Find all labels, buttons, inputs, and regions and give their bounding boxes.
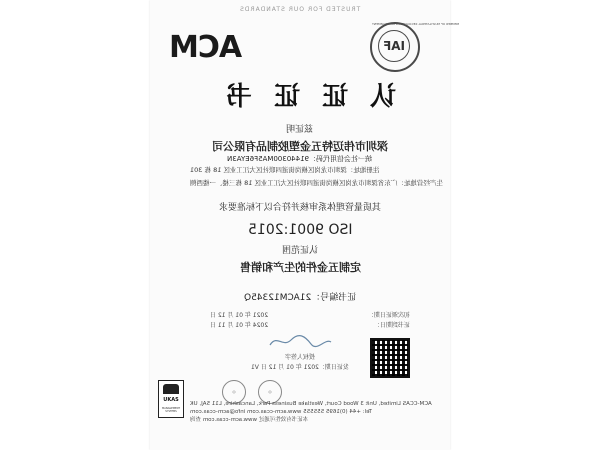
certificate-title: 认证证书 bbox=[203, 82, 396, 112]
qr-code-icon bbox=[370, 338, 410, 378]
production-address: 生产经营地址：广东省深圳市龙岗区横岗街道四联社区大江工业区 18 栋三楼、一楼西侧 bbox=[190, 179, 443, 187]
footer-contact: ACM-CCAS Limited, Unit 3 Wood Court, Westlake Business Park, Lancashire, L11 5AJ, UK Tel: +44 (0)1695 555555 www.acm-ccas.com info@acm-ccas.com 本证书有效性可通过 www.acm-ccas.com 查询 bbox=[190, 401, 432, 423]
issue-date: 发证日期：2021 年 01 月 12 日 V1 bbox=[251, 364, 349, 371]
mark-seal-icon: ◎ bbox=[222, 380, 246, 404]
signature-icon bbox=[265, 330, 335, 352]
iaf-ring-text: MEMBER OF MULTILATERAL RECOGNITION ARRANGEMENT bbox=[372, 22, 460, 26]
ukas-mark-icon: UKAS MANAGEMENT SYSTEMS bbox=[158, 380, 184, 418]
standard-name: ISO 9001:2015 bbox=[247, 222, 353, 238]
company-name: 深圳市伟迈特五金塑胶制品有限公司 bbox=[212, 140, 388, 153]
proof-label: 兹证明 bbox=[286, 125, 314, 135]
credit-code: 统一社会信用代码：91440300MA5F6EYA3N bbox=[227, 155, 373, 163]
certificate-number: 证书编号：21ACM12345Q bbox=[243, 293, 357, 303]
authorized-signature-label: 授权人签字 bbox=[284, 354, 315, 361]
mark-seal-icon: ◎ bbox=[258, 380, 282, 404]
conformity-statement: 其质量管理体系审核并符合以下标准要求 bbox=[218, 203, 381, 213]
iaf-logo-text: IAF bbox=[378, 30, 410, 62]
tagline: TRUSTED FOR OUR STANDARDS bbox=[239, 6, 361, 13]
registered-address: 注册地址：深圳市龙岗区横岗街道四联社区大江工业区 18 栋 301 bbox=[190, 166, 380, 174]
acm-logo: ACM bbox=[170, 30, 243, 65]
scope-label: 认证范围 bbox=[281, 246, 318, 256]
first-issue-date: 初次颁证日期： 2021 年 01 月 12 日 bbox=[210, 312, 410, 319]
certificate-page bbox=[150, 0, 460, 450]
iaf-seal-icon bbox=[370, 22, 460, 72]
expiry-date: 证书到期日： 2024 年 01 月 11 日 bbox=[210, 322, 410, 329]
scope-value: 定制五金件的生产和销售 bbox=[239, 261, 361, 274]
ukas-subtext: MANAGEMENT SYSTEMS bbox=[161, 407, 181, 413]
